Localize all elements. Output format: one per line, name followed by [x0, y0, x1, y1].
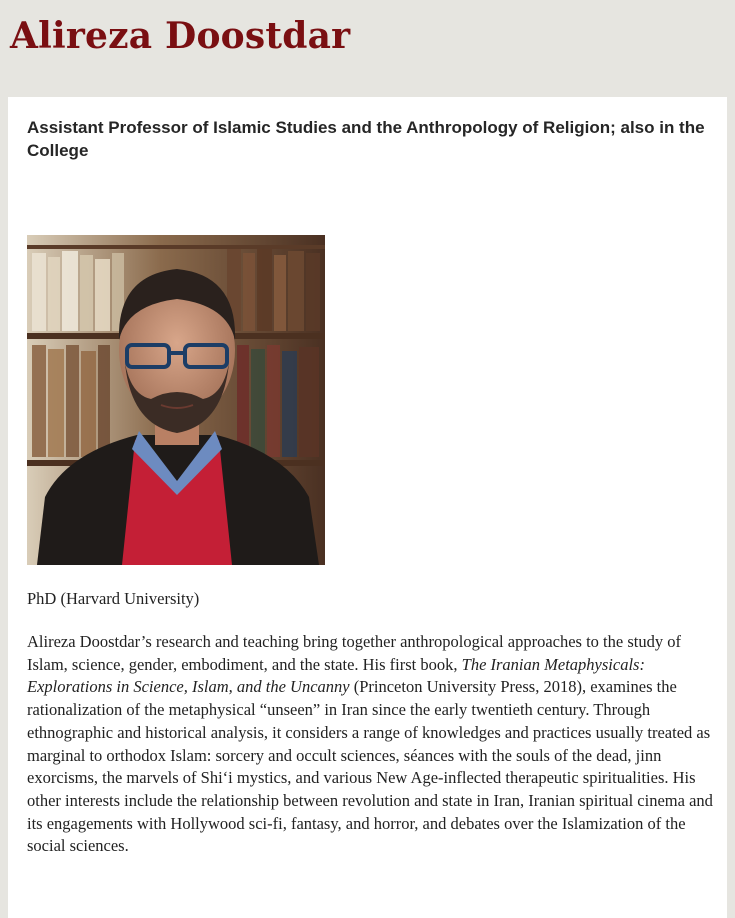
- profile-card: [8, 97, 727, 918]
- bio-text-part2: (Princeton University Press, 2018), examines the rationalization of the metaphysical “unseen” in Iran since the early twentieth century. Through ethnographic and historical analysis, it considers a range of knowledges and practices usually treated as marginal to orthodox Islam: sorcery and occult sciences, séances with the souls of the dead, jinn exorcisms, the marvels of Shi‘i mystics, and various New Age-inflected therapeutic spiritualities. His other interests include the relationship between revolution and state in Iran, Iranian spiritual cinema and its engagements with Hollywood sci-fi, fantasy, and horror, and debates over the Islamization of the social sciences.: [27, 677, 713, 856]
- position-title: Assistant Professor of Islamic Studies and the Anthropology of Religion; also in the College: [27, 118, 705, 160]
- portrait-photo: [27, 235, 325, 565]
- degree-text: PhD (Harvard University): [27, 589, 200, 608]
- page-title: Alireza Doostdar: [10, 15, 351, 57]
- bio-paragraph: [27, 631, 721, 858]
- book-title: The Iranian Metaphysicals: Explorations in Science, Islam, and the Uncanny: [27, 654, 645, 697]
- bio-text-part1: Alireza Doostdar’s research and teaching bring together anthropological approaches to the study of Islam, science, gender, embodiment, and the state. His first book,: [27, 632, 681, 674]
- page-header: [0, 0, 735, 96]
